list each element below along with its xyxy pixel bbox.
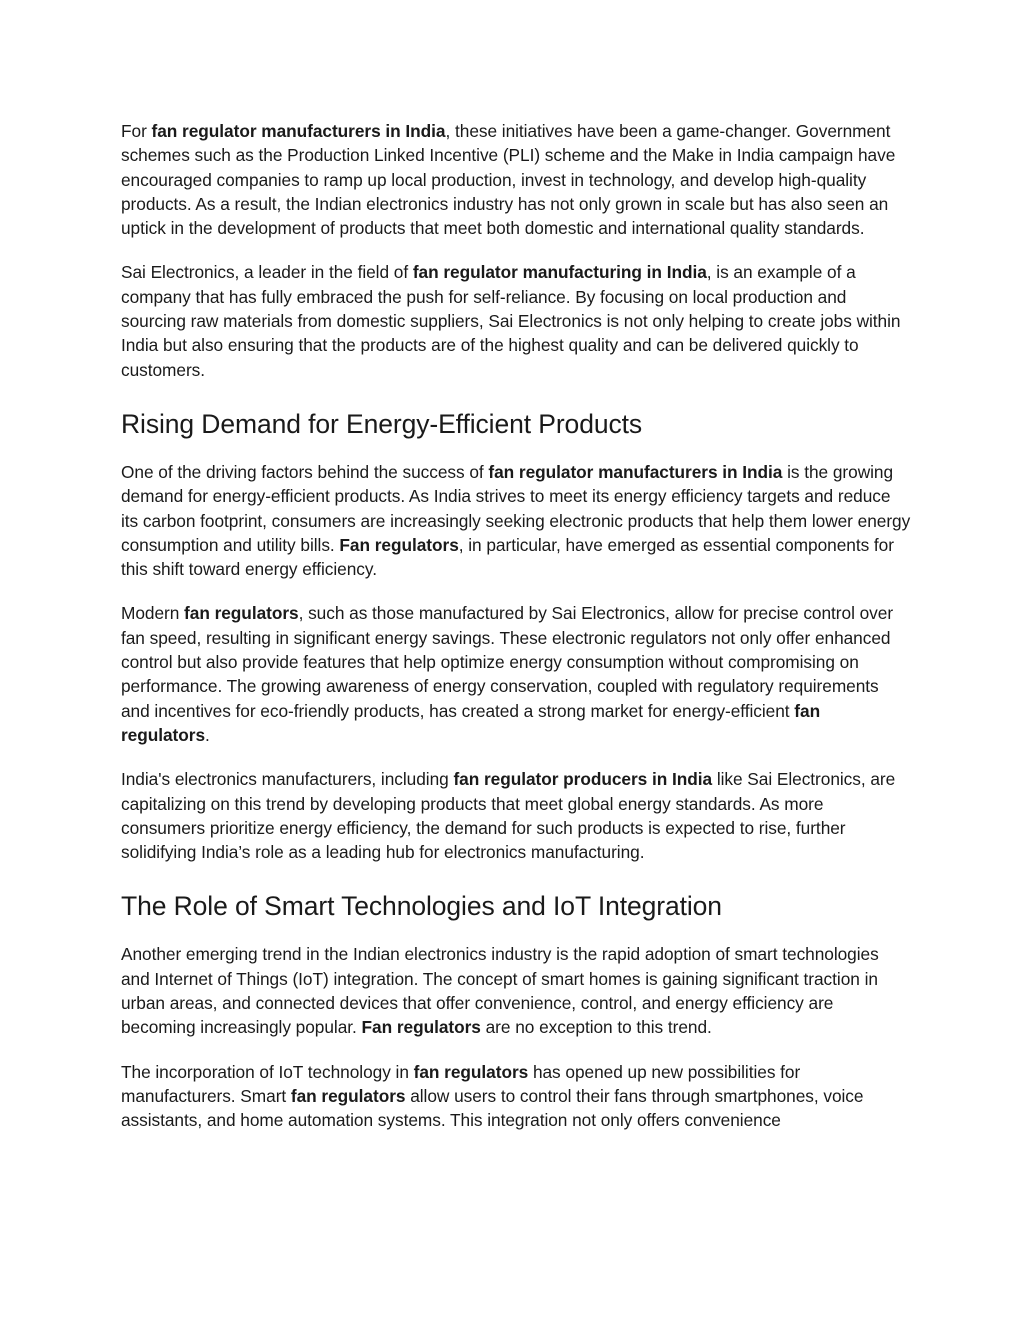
paragraph [121, 601, 911, 747]
text-run: allow users to control their fans through smartphones, voice assistants, and home automation systems. This integration not only offers convenience [121, 1085, 864, 1131]
text-run: For [121, 121, 152, 141]
paragraph [121, 1060, 911, 1133]
text-run: , is an example of a company that has fully embraced the push for self-reliance. By focusing on local production and sourcing raw materials from domestic suppliers, Sai Electronics is not only helping to create jobs within India but also ensuring that the products are of the highest quality and can be delivered quickly to customers. [121, 262, 901, 380]
text-run: One of the driving factors behind the success of [121, 461, 489, 482]
text-run: Another emerging trend in the Indian electronics industry is the rapid adoption of smart technologies and Internet of Things (IoT) integration. The concept of smart homes is gaining significant traction in urban areas, and connected devices that offer convenience, control, and energy efficiency are becoming increasingly popular. [121, 944, 879, 1038]
text-run: India's electronics manufacturers, including [121, 769, 454, 790]
bold-keyword: Fan regulators [339, 534, 459, 555]
paragraph [121, 260, 911, 381]
bold-keyword: fan regulators [413, 1061, 529, 1082]
paragraph [121, 942, 911, 1039]
text-run: Sai Electronics, a leader in the field of [121, 262, 413, 283]
document-page [121, 119, 911, 1153]
bold-keyword: fan regulators [121, 700, 821, 745]
text-run: is the growing demand for energy-efficient products. As India strives to meet its energy efficiency targets and reduce its carbon footprint, consumers are increasingly seeking electronic products that help them lower energy consumption and utility bills. [121, 461, 911, 555]
bold-keyword: fan regulator manufacturers in India [488, 461, 783, 482]
section-heading: The Role of Smart Technologies and IoT Integration [121, 891, 722, 922]
text-run: , these initiatives have been a game-changer. Government schemes such as the Production Linked Incentive (PLI) scheme and the Make in India campaign have encouraged companies to ramp up local production, invest in technology, and develop high-quality products. As a result, the Indian electronics industry has not only grown in scale but has also seen an uptick in the development of products that meet both domestic and international quality standards. [121, 121, 896, 239]
bold-keyword: fan regulator manufacturers in India [151, 121, 446, 141]
paragraph [121, 767, 911, 864]
bold-keyword: fan regulators [290, 1085, 406, 1106]
text-run: like Sai Electronics, are capitalizing on this trend by developing products that meet global energy standards. As more consumers prioritize energy efficiency, the demand for such products is expected to rise, further solidifying India’s role as a leading hub for electronics manufacturing. [121, 769, 896, 863]
text-run: The incorporation of IoT technology in [121, 1061, 414, 1082]
text-run: Modern [121, 603, 185, 624]
text-run: . [205, 724, 210, 745]
bold-keyword: fan regulator producers in India [453, 769, 713, 790]
text-run: , such as those manufactured by Sai Electronics, allow for precise control over fan speed, resulting in significant energy savings. These electronic regulators not only offer enhanced control but also provide features that help optimize energy consumption without compromising on performance. The growing awareness of energy conservation, coupled with regulatory requirements and incentives for eco-friendly products, has created a strong market for energy-efficient [121, 603, 894, 721]
text-run: has opened up new possibilities for manufacturers. Smart [121, 1061, 801, 1106]
bold-keyword: fan regulator manufacturing in India [412, 262, 707, 283]
text-run: , in particular, have emerged as essential components for this shift toward energy efficiency. [121, 534, 894, 580]
bold-keyword: fan regulators [184, 603, 299, 624]
bold-keyword: Fan regulators [361, 1017, 481, 1038]
text-run: are no exception to this trend. [480, 1017, 712, 1038]
paragraph [121, 119, 911, 240]
section-heading: Rising Demand for Energy-Efficient Products [121, 408, 643, 439]
paragraph [121, 460, 911, 581]
